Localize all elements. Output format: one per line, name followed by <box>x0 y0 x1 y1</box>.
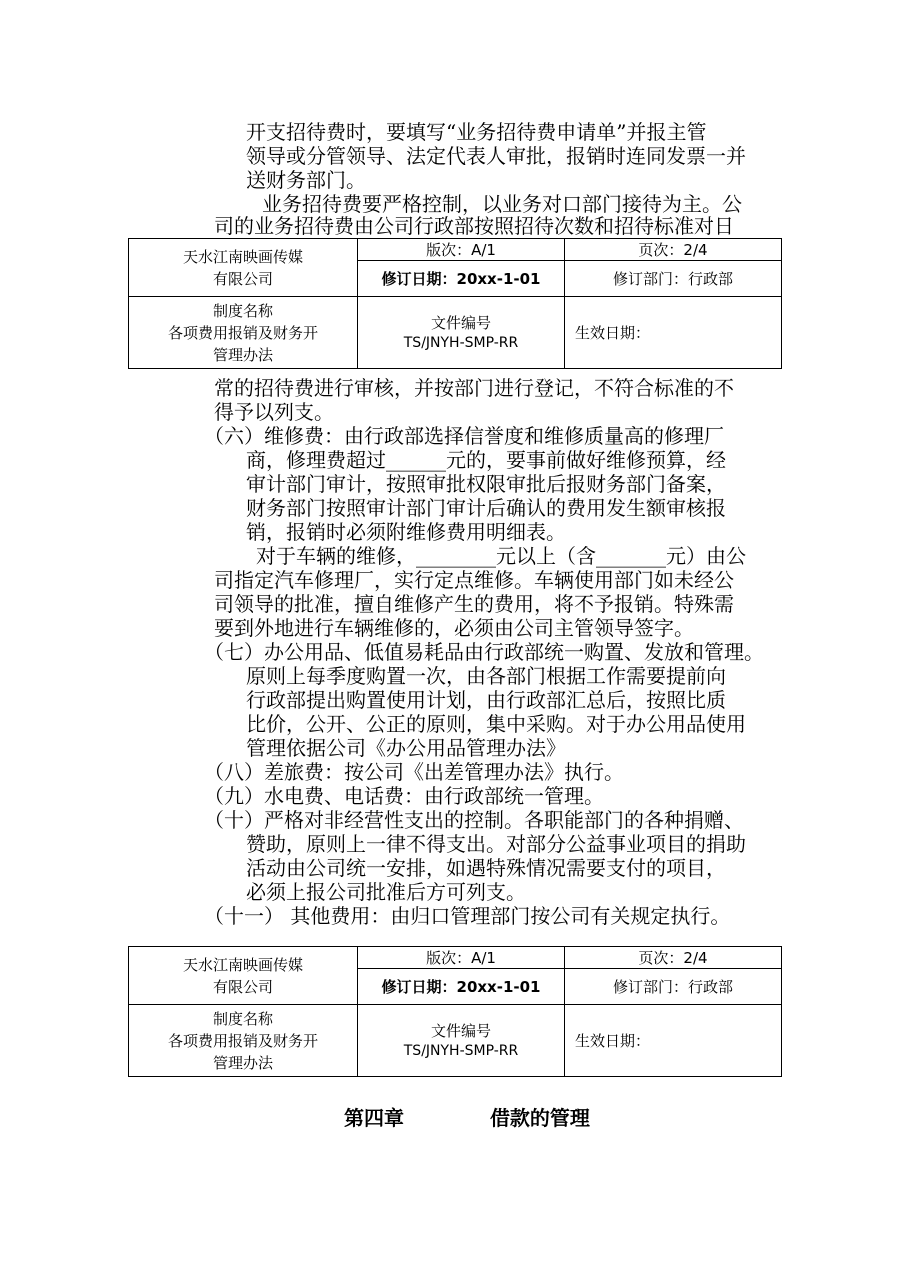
body-line: 常的招待费进行审核，并按部门进行登记，不符合标准的不 <box>214 376 734 400</box>
body-line: 领导或分管领导、法定代表人审批，报销时连同发票一并 <box>246 144 746 168</box>
body-line: （十一） 其他费用：由归口管理部门按公司有关规定执行。 <box>204 904 731 928</box>
system-name-line1: 各项费用报销及财务开 <box>167 1031 318 1050</box>
doc-number-label: 文件编号 <box>430 314 491 332</box>
body-line: 行政部提出购置使用计划，由行政部汇总后，按照比质 <box>246 688 726 712</box>
body-line: 赞助，原则上一律不得支出。对部分公益事业项目的捐助 <box>246 832 746 856</box>
document-header-table <box>128 946 782 1077</box>
chapter-heading <box>344 1102 590 1131</box>
body-line: 财务部门按照审计部门审计后确认的费用发生额审核报 <box>246 496 726 520</box>
company-name-line1: 天水江南映画传媒 <box>182 247 303 266</box>
company-name-line1: 天水江南映画传媒 <box>182 955 303 974</box>
body-line: 管理依据公司《办公用品管理办法》 <box>246 736 566 760</box>
revision-dept-cell: 修订部门：行政部 <box>565 261 782 297</box>
chapter-number: 第四章 <box>344 1106 404 1130</box>
doc-number-cell <box>358 1005 565 1077</box>
body-line: （六）维修费：由行政部选择信誉度和维修质量高的修理厂 <box>204 424 724 448</box>
page-cell: 页次：2/4 <box>565 239 782 261</box>
system-name-line2: 管理办法 <box>212 1053 273 1072</box>
body-line: 司的业务招待费由公司行政部按照招待次数和招待标准对日 <box>214 214 734 238</box>
body-line: （八）差旅费：按公司《出差管理办法》执行。 <box>204 760 624 784</box>
company-name-cell <box>129 947 358 1005</box>
body-line: 司指定汽车修理厂，实行定点维修。车辆使用部门如未经公 <box>214 568 734 592</box>
doc-number-value: TS/JNYH-SMP-RR <box>403 1043 519 1059</box>
page-cell: 页次：2/4 <box>565 947 782 969</box>
revision-date-cell: 修订日期：20xx-1-01 <box>358 261 565 297</box>
body-line: 审计部门审计，按照审批权限审批后报财务部门备案， <box>246 472 726 496</box>
version-cell: 版次：A/1 <box>358 239 565 261</box>
effective-date-cell: 生效日期： <box>565 1005 782 1077</box>
body-line: 比价，公开、公正的原则，集中采购。对于办公用品使用 <box>246 712 746 736</box>
company-name-cell <box>129 239 358 297</box>
company-name-line2: 有限公司 <box>212 977 273 996</box>
body-line: 开支招待费时，要填写“业务招待费申请单”并报主管 <box>246 120 707 144</box>
system-name-label: 制度名称 <box>212 301 273 320</box>
body-line: 原则上每季度购置一次，由各部门根据工作需要提前向 <box>246 664 726 688</box>
version-cell: 版次：A/1 <box>358 947 565 969</box>
system-name-line1: 各项费用报销及财务开 <box>167 323 318 342</box>
document-header-table <box>128 238 782 369</box>
body-line: 必须上报公司批准后方可列支。 <box>246 880 526 904</box>
chapter-title: 借款的管理 <box>489 1106 590 1130</box>
body-line: 商，修理费超过______元的，要事前做好维修预算，经 <box>246 448 726 472</box>
body-line: （七）办公用品、低值易耗品由行政部统一购置、发放和管理。 <box>204 640 764 664</box>
body-line: （十）严格对非经营性支出的控制。各职能部门的各种捐赠、 <box>204 808 744 832</box>
body-line: （九）水电费、电话费：由行政部统一管理。 <box>204 784 604 808</box>
system-name-cell <box>129 297 358 369</box>
system-name-line2: 管理办法 <box>212 345 273 364</box>
system-name-cell <box>129 1005 358 1077</box>
body-line: 得予以列支。 <box>214 400 334 424</box>
revision-dept-cell: 修订部门：行政部 <box>565 969 782 1005</box>
revision-date-cell: 修订日期：20xx-1-01 <box>358 969 565 1005</box>
effective-date-cell: 生效日期： <box>565 297 782 369</box>
company-name-line2: 有限公司 <box>212 269 273 288</box>
body-line: 活动由公司统一安排，如遇特殊情况需要支付的项目， <box>246 856 726 880</box>
body-line: 司领导的批准，擅自维修产生的费用，将不予报销。特殊需 <box>214 592 734 616</box>
body-line: 业务招待费要严格控制，以业务对口部门接待为主。公 <box>262 192 742 216</box>
doc-number-value: TS/JNYH-SMP-RR <box>403 335 519 351</box>
doc-number-label: 文件编号 <box>430 1022 491 1040</box>
doc-number-cell <box>358 297 565 369</box>
body-line: 送财务部门。 <box>246 168 366 192</box>
body-line: 要到外地进行车辆维修的，必须由公司主管领导签字。 <box>214 616 694 640</box>
body-line: 对于车辆的维修，________元以上（含_______元）由公 <box>256 544 746 568</box>
system-name-label: 制度名称 <box>212 1009 273 1028</box>
body-line: 销，报销时必须附维修费用明细表。 <box>246 520 566 544</box>
